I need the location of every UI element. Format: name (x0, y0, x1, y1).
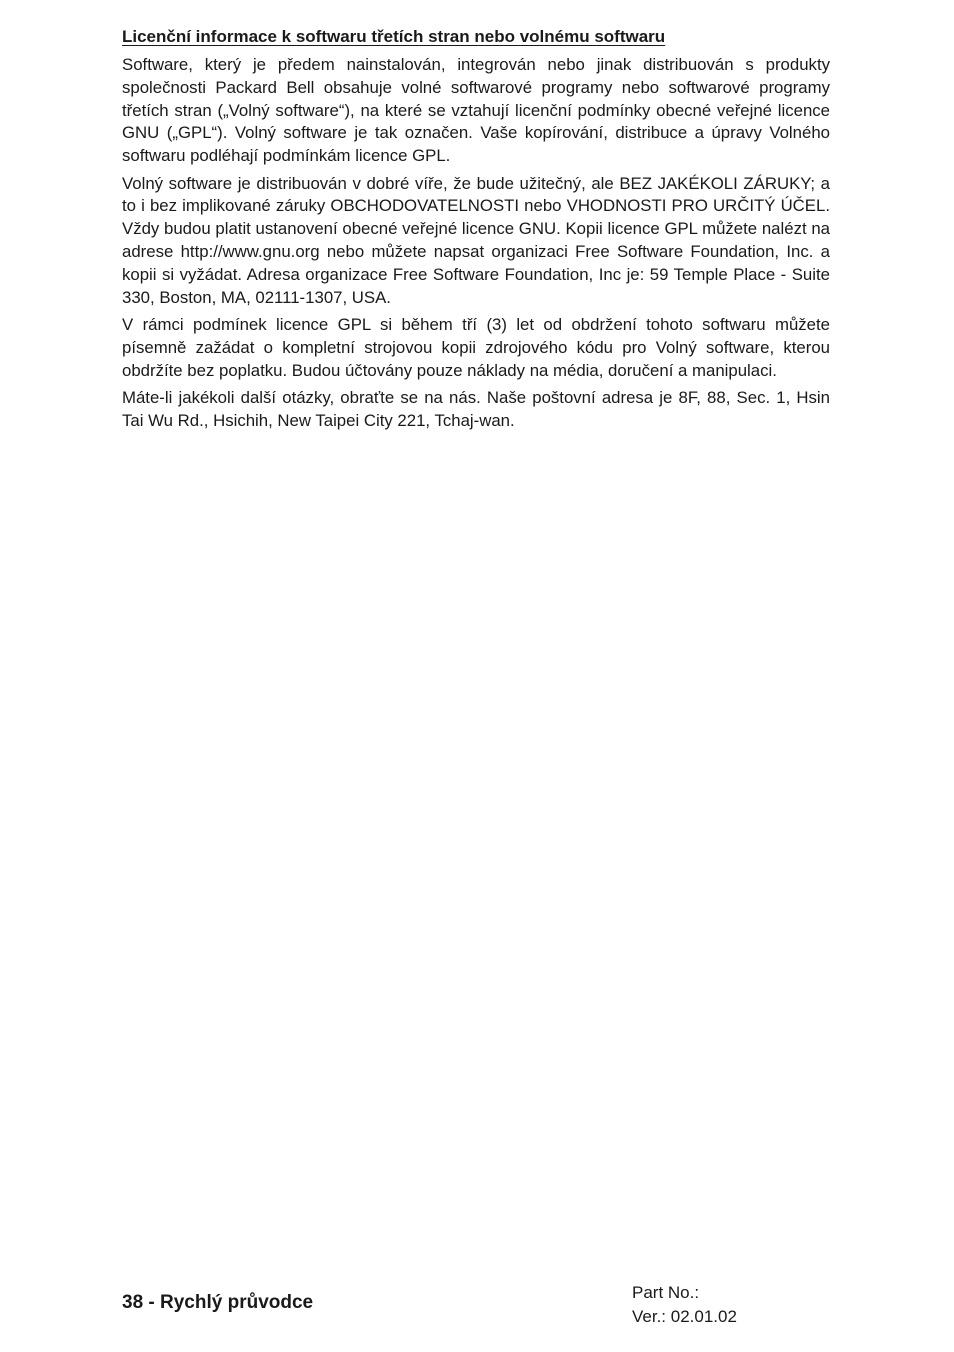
paragraph-gpl-notice: Software, který je předem nainstalován, integrován nebo jinak distribuován s produkty společnosti Packard Bell obsahuje volné softwarové programy nebo softwarové programy třetích stran („Volný software“), na které se vztahují licenční podmínky obecné veřejné licence GNU („GPL“). Volný software je tak označen. Vaše kopírování, distribuce a úpravy Volného softwaru podléhají podmínkám licence GPL. (122, 55, 830, 166)
document-body (122, 26, 830, 437)
version-label: Ver.: 02.01.02 (632, 1307, 737, 1326)
paragraph-source-request: V rámci podmínek licence GPL si během tří (3) let od obdržení tohoto softwaru můžete písemně zažádat o kompletní strojovou kopii zdrojového kódu pro Volný software, kterou obdržíte bez poplatku. Budou účtovány pouze náklady na média, doručení a manipulaci. (122, 314, 830, 380)
paragraph-warranty: Volný software je distribuován v dobré víře, že bude užitečný, ale BEZ JAKÉKOLI ZÁRUKY; a to i bez implikované záruky OBCHODOVATELNOSTI nebo VHODNOSTI PRO URČITÝ ÚČEL. Vždy budou platit ustanovení obecné veřejné licence GNU. Kopii licence GPL můžete nalézt na adrese http://www.gnu.org nebo můžete napsat organizaci Free Software Foundation, Inc. a kopii si vyžádat. Adresa organizace Free Software Foundation, Inc je: 59 Temple Place - Suite 330, Boston, MA, 02111-1307, USA. (122, 173, 830, 307)
part-info (632, 1281, 737, 1329)
paragraph-contact: Máte-li jakékoli další otázky, obraťte se na nás. Naše poštovní adresa je 8F, 88, Sec. 1, Hsin Tai Wu Rd., Hsichih, New Taipei City 221, Tchaj-wan. (122, 387, 830, 430)
page-number-label: 38 - Rychlý průvodce (122, 1292, 314, 1313)
part-number-label: Part No.: (632, 1283, 700, 1302)
section-heading: Licenční informace k softwaru třetích stran nebo volnému softwaru (122, 27, 666, 46)
